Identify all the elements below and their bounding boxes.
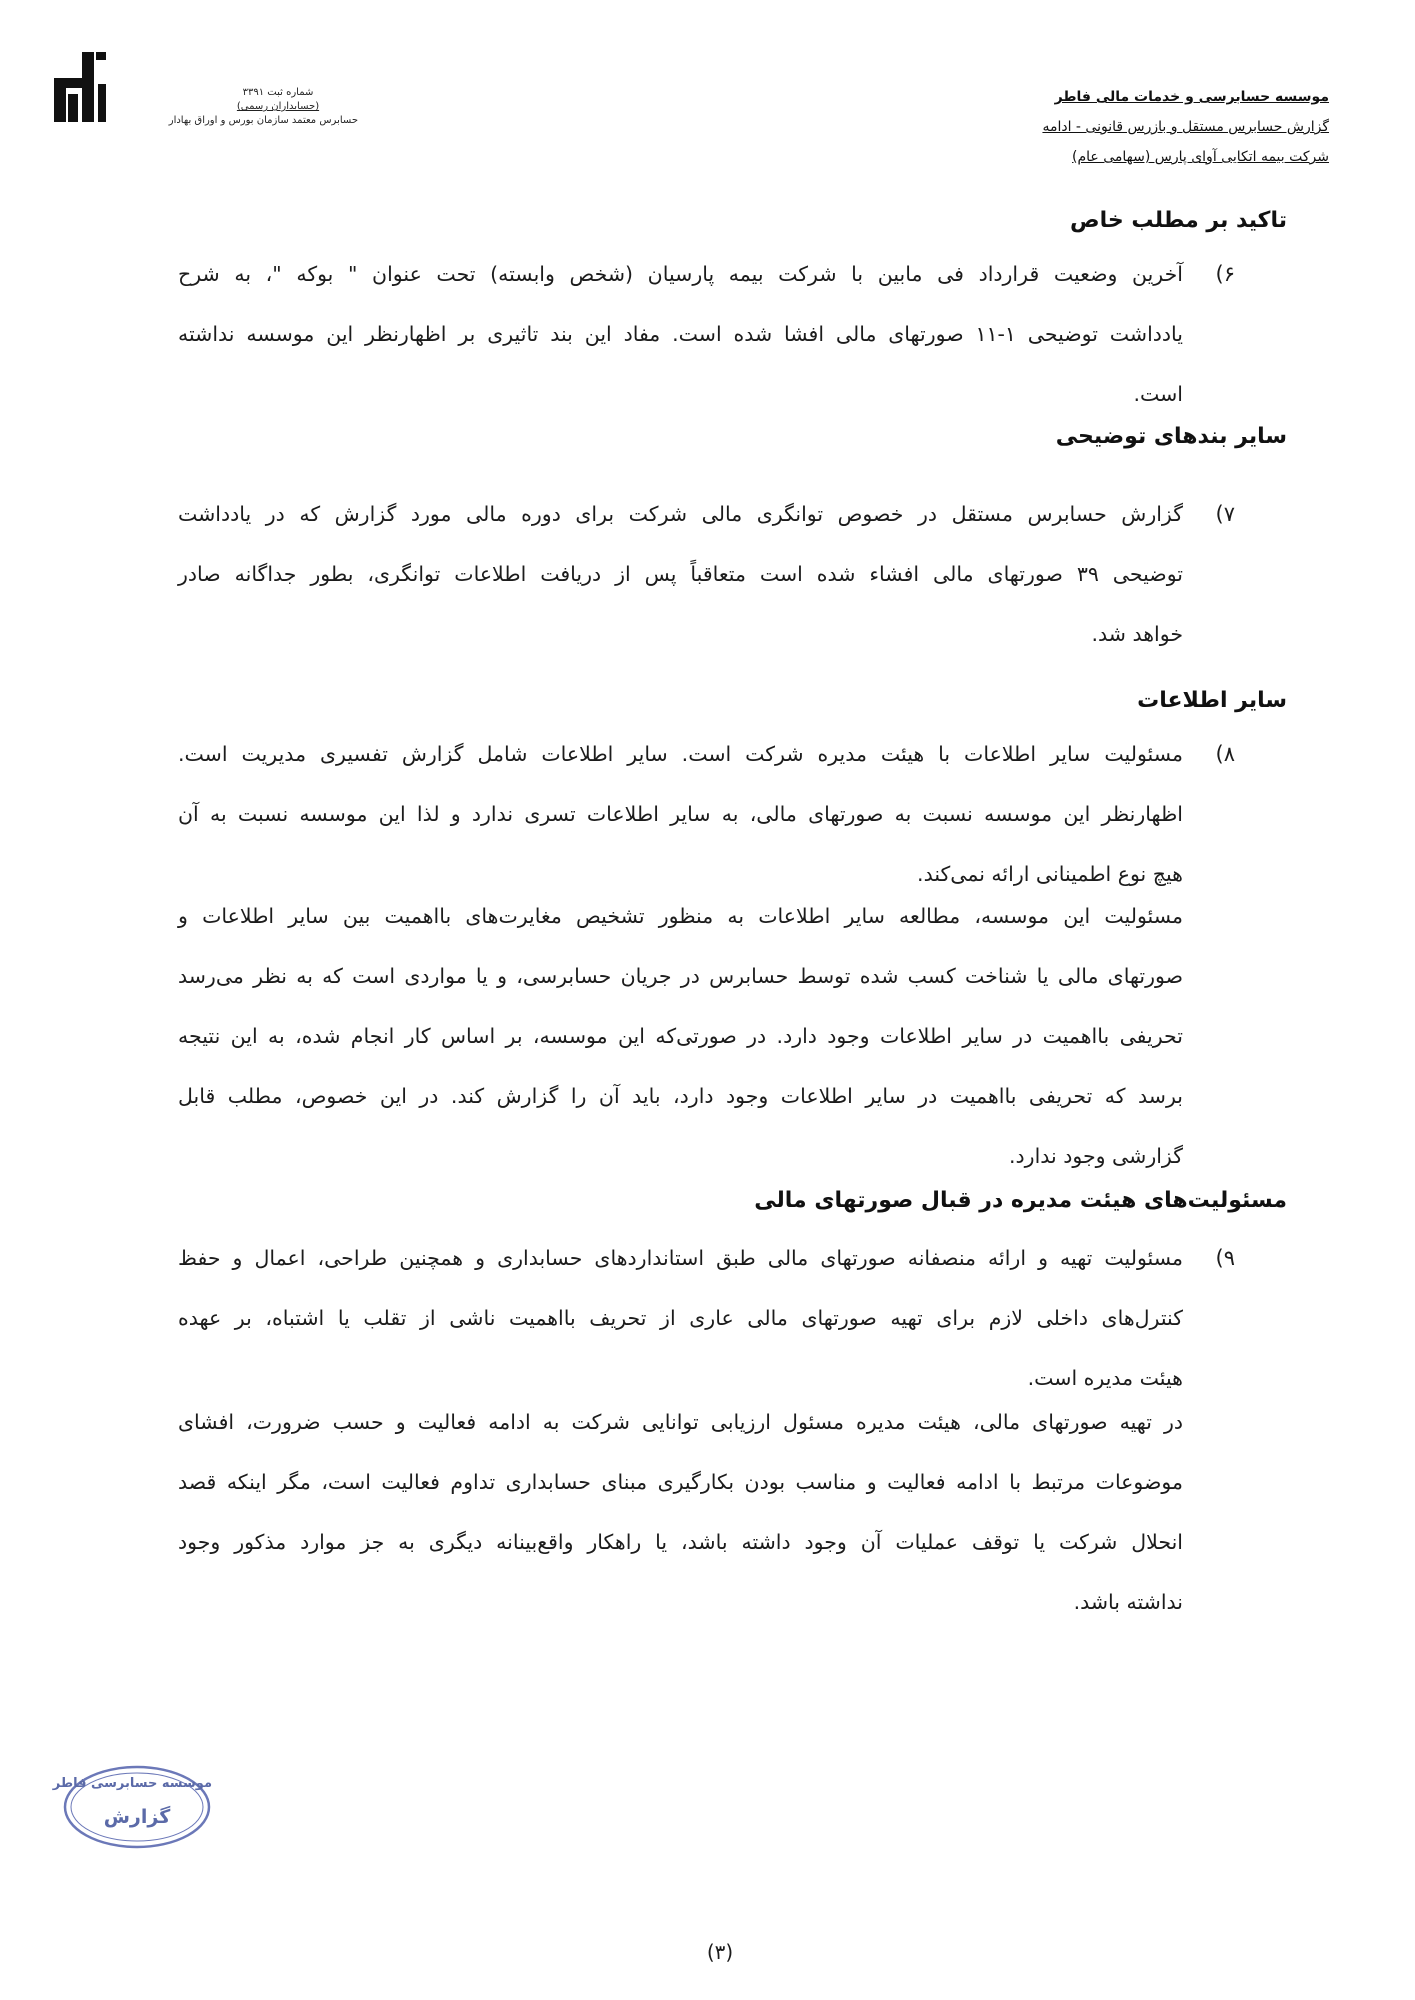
text-line: اظهارنظر این موسسه نسبت به صورتهای مالی، به سایر اطلاعات تسری ندارد و لذا این موسسه نسبت به آن — [178, 802, 1183, 826]
paragraph-number: ۹) — [1215, 1246, 1235, 1270]
paragraph-number: ۸) — [1215, 742, 1235, 766]
text-line: صورتهای مالی یا شناخت کسب شده توسط حسابرس در جریان حسابرسی، و یا مواردی است که به نظر می‌رسد — [178, 964, 1183, 988]
text-line: گزارش حسابرس مستقل در خصوص توانگری مالی شرکت برای دوره مالی مورد گزارش که در یادداشت — [178, 502, 1183, 526]
section-heading-board-responsibilities: مسئولیت‌های هیئت مدیره در قبال صورتهای مالی — [754, 1188, 1287, 1213]
section-heading-emphasis: تاکید بر مطلب خاص — [1070, 208, 1287, 233]
company-name: شرکت بیمه اتکایی آوای پارس (سهامی عام) — [1072, 149, 1329, 165]
text-line: موضوعات مرتبط با ادامه فعالیت و مناسب بودن بکارگیری مبنای حسابداری تداوم فعالیت است، مگر اینکه قصد — [178, 1470, 1183, 1494]
paragraph-8-continued — [178, 886, 1183, 1186]
stamp-report-text: گزارش — [103, 1806, 171, 1828]
text-line: هیئت مدیره است. — [1027, 1366, 1183, 1390]
text-line: کنترل‌های داخلی لازم برای تهیه صورتهای مالی عاری از تحریف بااهمیت ناشی از تقلب یا اشتباه، بر عهده — [178, 1306, 1183, 1330]
section-heading-other-explanatory: سایر بندهای توضیحی — [1055, 424, 1287, 449]
paragraph-9 — [178, 1228, 1183, 1408]
certified-accountants-label: (حسابداران رسمی) — [236, 101, 320, 112]
text-line: آخرین وضعیت قرارداد فی مابین با شرکت بیمه پارسیان (شخص وابسته) تحت عنوان " بوکه "، به شرح — [178, 262, 1183, 286]
text-line: مسئولیت تهیه و ارائه منصفانه صورتهای مالی طبق استانداردهای حسابداری و همچنین طراحی، اعمال و حفظ — [178, 1246, 1183, 1270]
text-line: توضیحی ۳۹ صورتهای مالی افشاء شده است متعاقباً پس از دریافت اطلاعات توانگری، بطور جداگانه صادر — [178, 562, 1183, 586]
paragraph-9-continued — [178, 1392, 1183, 1632]
text-line: گزارشی وجود ندارد. — [1009, 1144, 1183, 1168]
text-line: انحلال شرکت یا توقف عملیات آن وجود داشته باشد، یا راهکار واقع‌بینانه دیگری به جز موارد مذکور وجود — [178, 1530, 1183, 1554]
text-line: خواهد شد. — [1091, 622, 1183, 646]
paragraph-8 — [178, 724, 1183, 904]
text-line: در تهیه صورتهای مالی، هیئت مدیره مسئول ارزیابی توانایی شرکت به ادامه فعالیت و حسب ضرورت، افشای — [178, 1410, 1183, 1434]
report-title: گزارش حسابرس مستقل و بازرس قانونی - ادامه — [1042, 119, 1329, 135]
text-line: نداشته باشد. — [1073, 1590, 1183, 1614]
firm-name: موسسه حسابرسی و خدمات مالی فاطر — [1054, 89, 1329, 105]
paragraph-number: ۶) — [1215, 262, 1235, 286]
stamp-firm-text: موسسه حسابرسی فاطر — [52, 1776, 212, 1791]
report-header — [1019, 82, 1329, 172]
registration-info — [168, 86, 358, 128]
trusted-auditor-label: حسابرس معتمد سازمان بورس و اوراق بهادار — [168, 115, 358, 126]
text-line: تحریفی بااهمیت در سایر اطلاعات وجود دارد. در صورتی‌که این موسسه، بر اساس کار انجام شده، به این نتیجه — [178, 1024, 1183, 1048]
registration-number: شماره ثبت ۳۳۹۱ — [242, 87, 314, 98]
text-line: مسئولیت سایر اطلاعات با هیئت مدیره شرکت است. سایر اطلاعات شامل گزارش تفسیری مدیریت است. — [178, 742, 1183, 766]
paragraph-6 — [178, 244, 1183, 424]
text-line: یادداشت توضیحی ۱-۱۱ صورتهای مالی افشا شده است. مفاد این بند تاثیری بر اظهارنظر این موسسه نداشته — [178, 322, 1184, 346]
fater-logo-icon — [48, 48, 110, 128]
page-number: (۳) — [706, 1940, 734, 1964]
text-line: است. — [1133, 382, 1183, 406]
paragraph-number: ۷) — [1215, 502, 1235, 526]
text-line: مسئولیت این موسسه، مطالعه سایر اطلاعات به منظور تشخیص مغایرت‌های بااهمیت بین سایر اطلاعات و — [178, 904, 1183, 928]
text-line: برسد که تحریفی بااهمیت در سایر اطلاعات وجود دارد، باید آن را گزارش کند. در این خصوص، مطلب قابل — [178, 1084, 1183, 1108]
text-line: هیچ نوع اطمینانی ارائه نمی‌کند. — [917, 862, 1183, 886]
paragraph-7 — [178, 484, 1183, 664]
section-heading-other-information: سایر اطلاعات — [1137, 688, 1287, 713]
